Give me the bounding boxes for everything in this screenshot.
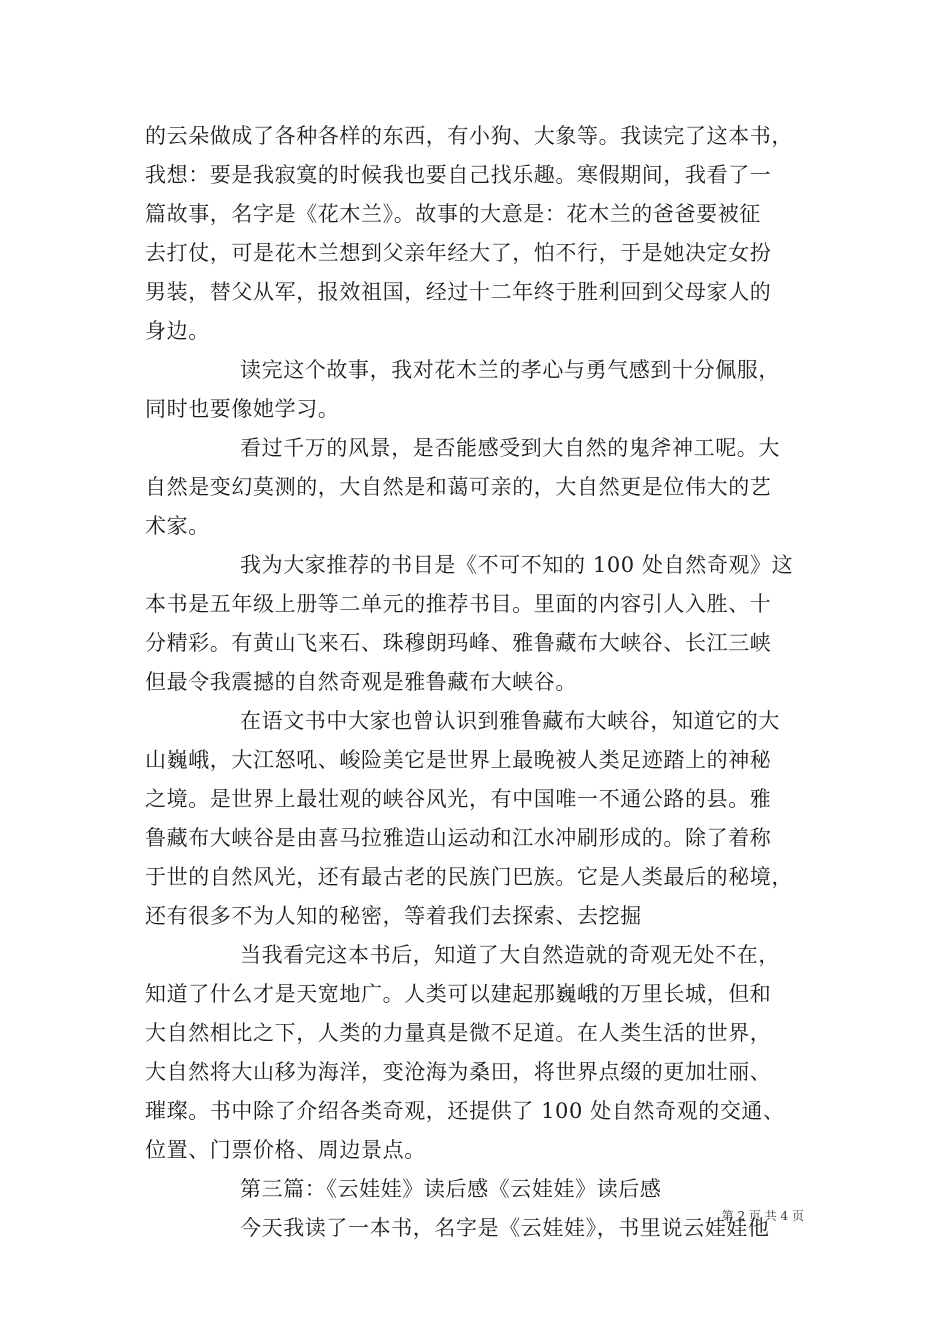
- text-line: 身边。: [145, 319, 210, 343]
- text-line: 还有很多不为人知的秘密，等着我们去探索、去挖掘: [145, 904, 642, 928]
- text-line: 大自然相比之下，人类的力量真是微不足道。在人类生活的世界，: [145, 1021, 772, 1045]
- page-number: 第 2 页 共 4 页: [721, 1209, 804, 1223]
- text-line: 本书是五年级上册等二单元的推荐书目。里面的内容引人入胜、十: [145, 592, 772, 616]
- text-line: 知道了什么才是天宽地广。人类可以建起那巍峨的万里长城，但和: [145, 982, 772, 1006]
- paragraph-start: 看过千万的风景，是否能感受到大自然的鬼斧神工呢。大: [240, 436, 780, 460]
- body-text: [145, 117, 815, 1248]
- text-line: 的云朵做成了各种各样的东西，有小狗、大象等。我读完了这本书，: [145, 124, 793, 148]
- text-line: 分精彩。有黄山飞来石、珠穆朗玛峰、雅鲁藏布大峡谷、长江三峡: [145, 631, 772, 655]
- text-line: 璀璨。书中除了介绍各类奇观，还提供了 100 处自然奇观的交通、: [145, 1099, 785, 1123]
- text-line: 我想：要是我寂寞的时候我也要自己找乐趣。寒假期间，我看了一: [145, 163, 772, 187]
- text-line: 术家。: [145, 514, 210, 538]
- text-line: 之境。是世界上最壮观的峡谷风光，有中国唯一不通公路的县。雅: [145, 787, 772, 811]
- text-line: 男装，替父从军，报效祖国，经过十二年终于胜利回到父母家人的: [145, 280, 772, 304]
- text-line: 篇故事，名字是《花木兰》。故事的大意是：花木兰的爸爸要被征: [145, 202, 761, 226]
- paragraph-start: 读完这个故事，我对花木兰的孝心与勇气感到十分佩服，: [240, 358, 780, 382]
- paragraph-start: 当我看完这本书后，知道了大自然造就的奇观无处不在，: [240, 943, 780, 967]
- text-line: 但最令我震撼的自然奇观是雅鲁藏布大峡谷。: [145, 670, 577, 694]
- text-line: 去打仗，可是花木兰想到父亲年经大了，怕不行，于是她决定女扮: [145, 241, 772, 265]
- paragraph-start: 我为大家推荐的书目是《不可不知的 100 处自然奇观》这: [240, 553, 794, 577]
- text-line: 山巍峨，大江怒吼、峻险美它是世界上最晚被人类足迹踏上的神秘: [145, 748, 772, 772]
- text-line: 同时也要像她学习。: [145, 397, 340, 421]
- section-heading: 第三篇：《云娃娃》读后感《云娃娃》读后感: [240, 1177, 662, 1201]
- paragraph-start: 在语文书中大家也曾认识到雅鲁藏布大峡谷，知道它的大: [240, 709, 780, 733]
- text-line: 于世的自然风光，还有最古老的民族门巴族。它是人类最后的秘境，: [145, 865, 793, 889]
- text-line: 位置、门票价格、周边景点。: [145, 1138, 426, 1162]
- paragraph-start: 今天我读了一本书，名字是《云娃娃》，书里说云娃娃他: [240, 1216, 770, 1240]
- text-line: 大自然将大山移为海洋，变沧海为桑田，将世界点缀的更加壮丽、: [145, 1060, 772, 1084]
- text-line: 鲁藏布大峡谷是由喜马拉雅造山运动和江水冲刷形成的。除了着称: [145, 826, 772, 850]
- text-line: 自然是变幻莫测的，大自然是和蔼可亲的，大自然更是位伟大的艺: [145, 475, 772, 499]
